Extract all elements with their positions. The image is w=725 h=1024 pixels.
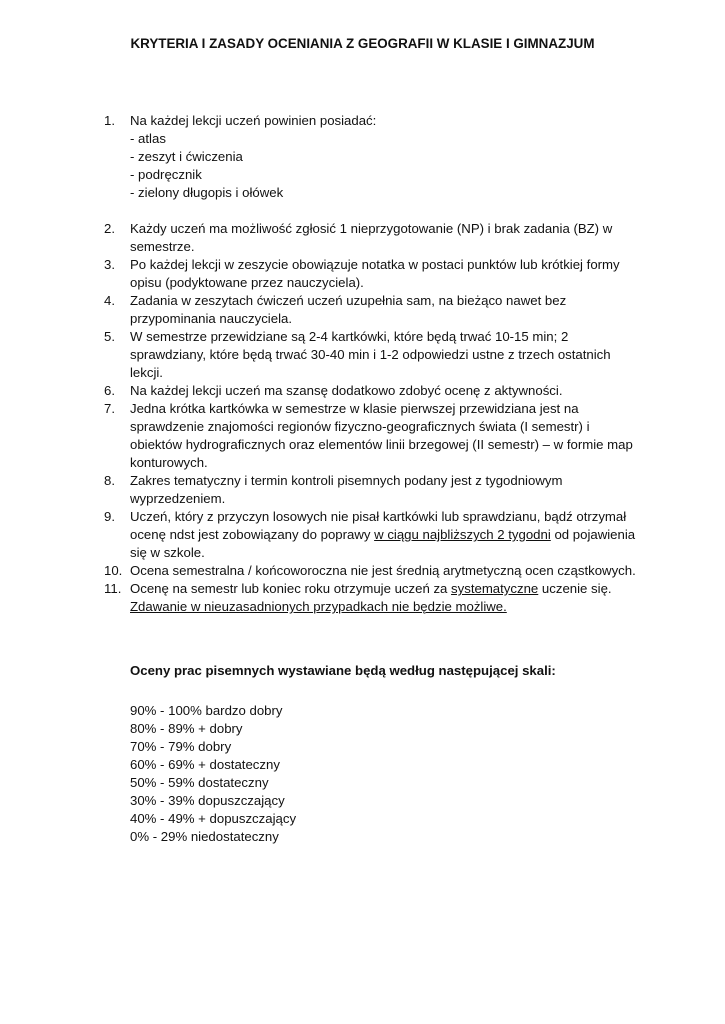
item-text: W semestrze przewidziane są 2-4 kartkówki, które będą trwać 10-15 min; 2 sprawdziany, które będą trwać 30-40 min i 1-2 odpowiedzi ustne z trzech ostatnich lekcji. (130, 329, 611, 380)
item-number: 5. (104, 329, 115, 344)
item-text-underlined: Zdawanie w nieuzasadnionych przypadkach nie będzie możliwe. (130, 599, 507, 614)
item-text: Uczeń, który z przyczyn losowych nie pisał kartkówki lub sprawdzianu, bądź otrzymał ocenę ndst jest zobowiązany do poprawy (130, 509, 627, 542)
list-item (104, 508, 644, 562)
sub-item: - podręcznik (130, 167, 202, 182)
item-text: Jedna krótka kartkówka w semestrze w klasie pierwszej przewidziana jest na sprawdzenie znajomości regionów fizyczno-geograficznych świata (I semestr) i obiektów hydrograficznych oraz elementów linii brzegowej (II semestr) – w formie map konturowych. (130, 401, 633, 470)
item-text: od pojawienia się w szkole. (130, 527, 636, 560)
item-number: 7. (104, 401, 115, 416)
grade-line: 50% - 59% dostateczny (130, 775, 269, 790)
grade-line: 60% - 69% + dostateczny (130, 757, 280, 772)
sub-item: - atlas (130, 131, 166, 146)
item-number: 1. (104, 113, 115, 128)
list-item (104, 220, 644, 256)
list-item (104, 580, 644, 616)
list-item (104, 328, 644, 382)
grade-line: 70% - 79% dobry (130, 739, 232, 754)
item-number: 10. (104, 563, 123, 578)
item-text: uczenie się. (538, 581, 612, 596)
list-item (104, 112, 644, 202)
item-number: 8. (104, 473, 115, 488)
item-number: 6. (104, 383, 115, 398)
list-item (104, 400, 644, 472)
item-text-underlined: w ciągu najbliższych 2 tygodni (374, 527, 551, 542)
grade-line: 80% - 89% + dobry (130, 721, 243, 736)
document-title: KRYTERIA I ZASADY OCENIANIA Z GEOGRAFII W KLASIE I GIMNAZJUM (130, 36, 595, 51)
item-number: 3. (104, 257, 115, 272)
item-text: Zadania w zeszytach ćwiczeń uczeń uzupełnia sam, na bieżąco nawet bez przypominania nauczyciela. (130, 293, 567, 326)
item-text: Każdy uczeń ma możliwość zgłosić 1 nieprzygotowanie (NP) i brak zadania (BZ) w semestrze. (130, 221, 613, 254)
item-number: 2. (104, 221, 115, 236)
grade-line: 40% - 49% + dopuszczający (130, 811, 297, 826)
rules-list (104, 112, 644, 616)
sub-item: - zielony długopis i ołówek (130, 185, 284, 200)
list-item (104, 382, 644, 400)
item-number: 11. (104, 581, 122, 596)
grading-scale (130, 662, 630, 846)
grade-line: 30% - 39% dopuszczający (130, 793, 285, 808)
list-item (104, 562, 644, 580)
item-text: Ocena semestralna / końcoworoczna nie jest średnią arytmetyczną ocen cząstkowych. (130, 563, 636, 578)
item-text: Na każdej lekcji uczeń ma szansę dodatkowo zdobyć ocenę z aktywności. (130, 383, 563, 398)
list-item (104, 256, 644, 292)
item-text: Zakres tematyczny i termin kontroli pisemnych podany jest z tygodniowym wyprzedzeniem. (130, 473, 563, 506)
item-number: 9. (104, 509, 115, 524)
item-text: Ocenę na semestr lub koniec roku otrzymuje uczeń za (130, 581, 452, 596)
list-item (104, 292, 644, 328)
item-text-underlined: systematyczne (451, 581, 539, 596)
grading-scale-heading: Oceny prac pisemnych wystawiane będą według następującej skali: (130, 663, 556, 678)
item-text: Na każdej lekcji uczeń powinien posiadać: (130, 113, 377, 128)
item-number: 4. (104, 293, 115, 308)
grade-line: 0% - 29% niedostateczny (130, 829, 279, 844)
sub-item: - zeszyt i ćwiczenia (130, 149, 243, 164)
grade-line: 90% - 100% bardzo dobry (130, 703, 283, 718)
item-text: Po każdej lekcji w zeszycie obowiązuje notatka w postaci punktów lub krótkiej formy opisu (podyktowane przez nauczyciela). (130, 257, 620, 290)
list-item (104, 472, 644, 508)
